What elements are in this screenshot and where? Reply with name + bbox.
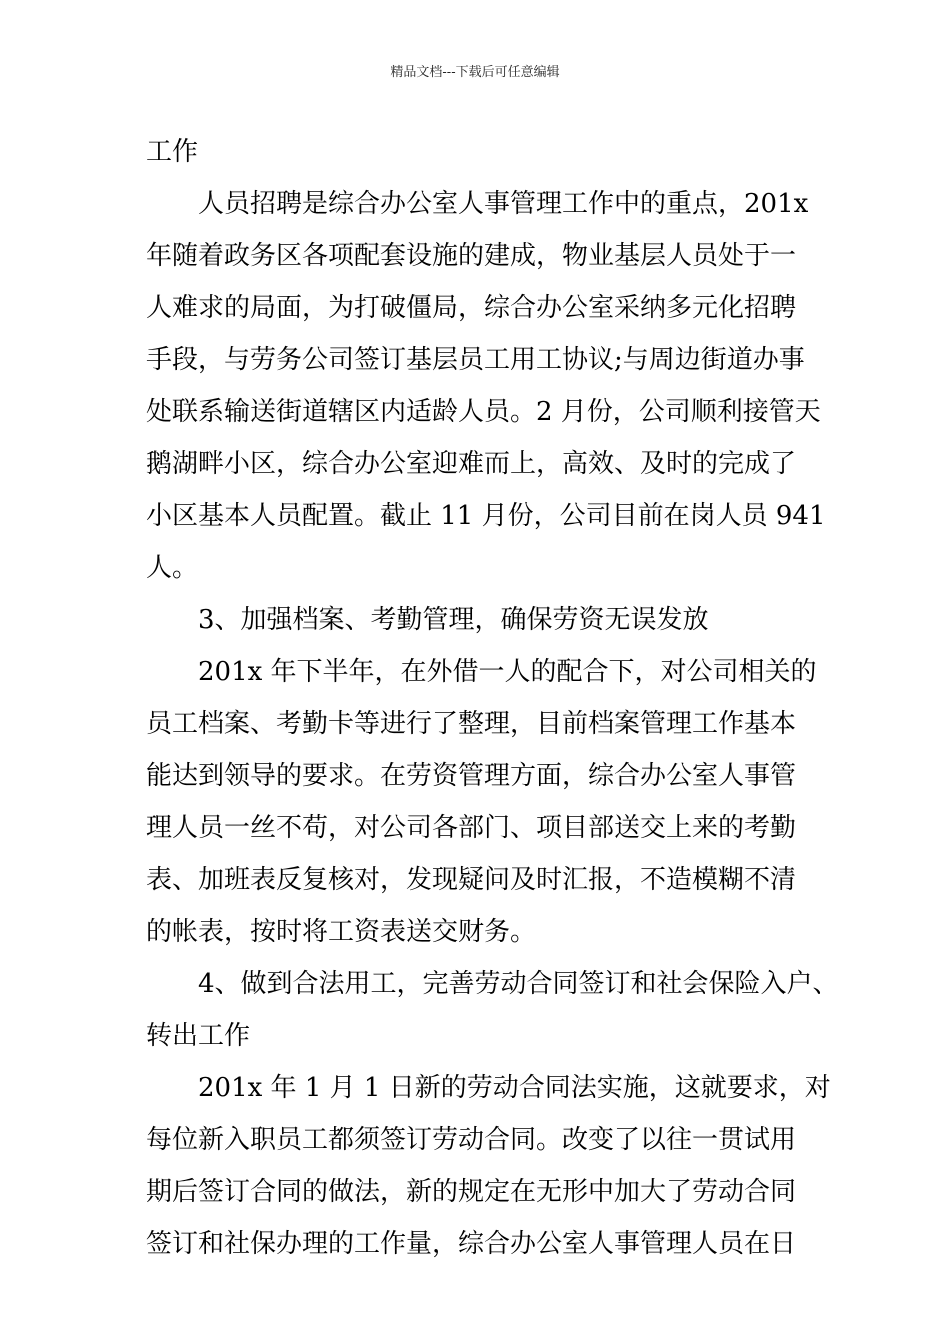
text-line: 人。 (146, 553, 199, 583)
text-line: 员工档案、考勤卡等进行了整理，目前档案管理工作基本 (146, 709, 797, 739)
paragraph-line: 人员招聘是综合办公室人事管理工作中的重点，201x (198, 189, 809, 219)
text-line: 每位新入职员工都须签订劳动合同。改变了以往一贯试用 (146, 1125, 797, 1155)
text-line: 表、加班表反复核对，发现疑问及时汇报，不造模糊不清 (146, 865, 797, 895)
text-line: 签订和社保办理的工作量，综合办公室人事管理人员在日 (146, 1229, 797, 1259)
text-line: 处联系输送街道辖区内适龄人员。2 月份，公司顺利接管天 (146, 397, 821, 427)
text-line: 能达到领导的要求。在劳资管理方面，综合办公室人事管 (146, 761, 797, 791)
section-heading-continued: 转出工作 (146, 1021, 251, 1051)
paragraph-line: 201x 年 1 月 1 日新的劳动合同法实施，这就要求，对 (198, 1073, 831, 1103)
page-header: 精品文档---下载后可任意编辑 (390, 65, 560, 80)
text-line: 人难求的局面，为打破僵局，综合办公室采纳多元化招聘 (146, 293, 797, 323)
document-body (146, 126, 839, 1270)
section-heading: 4、做到合法用工，完善劳动合同签订和社会保险入户、 (198, 969, 839, 999)
text-line: 小区基本人员配置。截止 11 月份，公司目前在岗人员 941 (146, 501, 826, 531)
text-line: 工作 (146, 137, 199, 167)
paragraph-line: 201x 年下半年，在外借一人的配合下，对公司相关的 (198, 657, 817, 687)
text-line: 期后签订合同的做法，新的规定在无形中加大了劳动合同 (146, 1177, 797, 1207)
text-line: 年随着政务区各项配套设施的建成，物业基层人员处于一 (146, 241, 797, 271)
text-line: 手段，与劳务公司签订基层员工用工协议;与周边街道办事 (146, 345, 805, 375)
text-line: 理人员一丝不苟，对公司各部门、项目部送交上来的考勤 (146, 813, 797, 843)
text-line: 鹅湖畔小区，综合办公室迎难而上，高效、及时的完成了 (146, 449, 797, 479)
text-line: 的帐表，按时将工资表送交财务。 (146, 917, 537, 947)
section-heading: 3、加强档案、考勤管理，确保劳资无误发放 (198, 605, 709, 635)
